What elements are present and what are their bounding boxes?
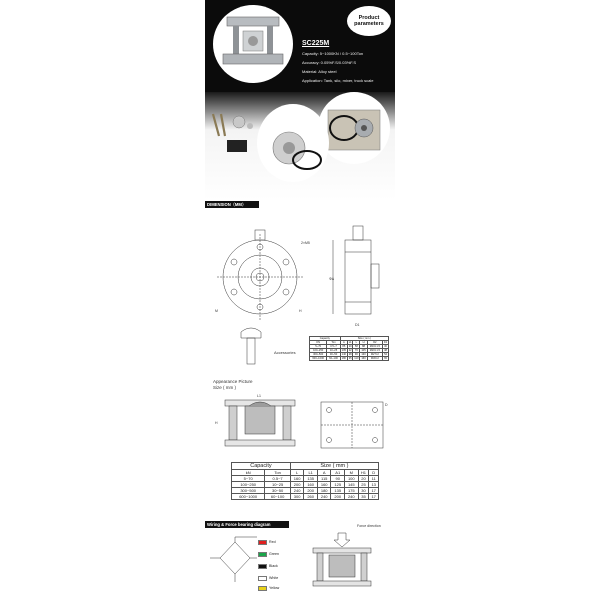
wire-label: Green <box>269 552 279 557</box>
table-cell: 100~250 <box>232 482 265 488</box>
wire-label: Yellow <box>269 586 280 591</box>
svg-text:D: D <box>385 403 388 407</box>
table-cell: 175 <box>345 488 359 494</box>
mount-assembly-icon <box>213 5 293 83</box>
table-cell: 54 <box>384 353 387 356</box>
spec-material: Material: Alloy steel <box>302 69 337 74</box>
table-cell: 260 <box>304 494 318 500</box>
table-cell: 160 <box>361 357 366 360</box>
table-cell: 10~25 <box>327 349 340 353</box>
table-cell: M16×1.5 <box>367 345 382 349</box>
table-cell: 28 <box>348 353 352 356</box>
table-cell: 11 <box>369 476 379 482</box>
table-cell: 300 <box>290 494 304 500</box>
force-direction-label: Force direction <box>357 524 381 528</box>
wire-label: Black <box>269 564 278 569</box>
wire-item <box>258 552 279 557</box>
appearance-title: Appearance Picture <box>213 379 253 384</box>
table-cell: 160 <box>317 482 331 488</box>
wire-color-swatch <box>258 552 267 557</box>
column-header: Ton <box>265 470 291 476</box>
load-cell-icon <box>257 104 329 182</box>
table-cell: 0.5~7 <box>327 345 340 349</box>
table-cell: 200 <box>304 488 318 494</box>
table-cell: 30 <box>384 345 387 348</box>
column-header: kN <box>232 470 265 476</box>
table-cell: 115 <box>317 476 331 482</box>
table-cell: 240 <box>317 494 331 500</box>
column-header: L1 <box>304 470 318 476</box>
table-cell: 85 <box>340 345 347 349</box>
table-header-capacity: Capacity <box>310 337 341 341</box>
svg-text:H: H <box>215 421 218 425</box>
accessories-label: Accessories <box>274 350 296 355</box>
appearance-spec-table <box>231 462 379 500</box>
table-cell: 5~70 <box>310 345 327 349</box>
wire-item <box>258 564 278 569</box>
wire-color-swatch <box>258 564 267 569</box>
table-cell: 65 <box>384 357 387 360</box>
table-cell: 19 <box>348 345 352 348</box>
table-cell: M20×1.5 <box>367 349 382 353</box>
column-header: KN <box>310 341 327 345</box>
wire-item <box>258 576 278 581</box>
wire-label: White <box>269 576 279 581</box>
wire-color-swatch <box>258 540 267 545</box>
wiring-diagram <box>205 532 395 598</box>
table-cell: 30 <box>358 488 369 494</box>
table-cell: 200 <box>290 482 304 488</box>
svg-text:ΦA: ΦA <box>329 277 335 281</box>
table-cell: 160 <box>304 482 318 488</box>
wire-item <box>258 540 276 545</box>
product-parameters-title: Product parameters <box>354 15 384 27</box>
table-cell: 10~25 <box>265 482 291 488</box>
column-header: L <box>353 341 360 345</box>
svg-text:D1: D1 <box>355 323 360 327</box>
table-row <box>310 357 389 361</box>
table-cell: 90 <box>331 476 345 482</box>
table-cell: 600~1000 <box>232 494 265 500</box>
column-header: A <box>340 341 347 345</box>
column-header: L1 <box>348 341 352 344</box>
wire-item <box>258 586 279 591</box>
product-detail-page <box>205 0 395 600</box>
table-cell: 100~250 <box>310 349 327 353</box>
table-cell: 22 <box>348 349 352 352</box>
table-cell: 240 <box>345 494 359 500</box>
table-cell: 35 <box>358 494 369 500</box>
table-row <box>232 494 379 500</box>
table-cell: 60~100 <box>327 357 340 361</box>
table-cell: 58 <box>353 345 360 349</box>
appearance-drawing <box>205 392 395 456</box>
table-cell: 135 <box>304 476 318 482</box>
column-header: D2 <box>367 341 382 345</box>
svg-text:2×M5: 2×M5 <box>301 241 310 245</box>
table-cell: 110 <box>354 357 359 360</box>
table-cell: 135 <box>331 488 345 494</box>
table-cell: 180 <box>341 357 346 360</box>
table-cell: 600~1000 <box>310 357 327 361</box>
table-cell: 300~500 <box>310 353 327 357</box>
table-cell: 125 <box>331 482 345 488</box>
table-cell: 140 <box>341 353 346 356</box>
column-header: A1 <box>331 470 345 476</box>
spec-accuracy: Accuracy: 0.05%F.S/0.03%F.S <box>302 60 357 65</box>
table-cell: 0.5~7 <box>265 476 291 482</box>
column-header: D <box>369 470 379 476</box>
table-cell: 25 <box>358 482 369 488</box>
column-header: H1 <box>358 470 369 476</box>
wire-color-swatch <box>258 576 267 581</box>
spec-capacity: Capacity: 5~1000KN / 0.5~100Ton <box>302 51 364 56</box>
table-cell: 13 <box>369 482 379 488</box>
column-header: Ton <box>327 341 340 345</box>
product-parameters-bubble <box>347 6 391 36</box>
table-cell: 30~50 <box>327 353 340 357</box>
load-cell-photo <box>257 104 329 182</box>
svg-text:H: H <box>299 309 302 313</box>
wire-color-swatch <box>258 586 267 591</box>
table-cell: 76 <box>353 349 360 353</box>
table-header-capacity: Capacity <box>232 463 291 470</box>
table-header-size: Size ( mm ) <box>340 337 388 341</box>
table-cell: 180 <box>317 488 331 494</box>
spec-application: Application: Tank, silo, mixer, truck scale <box>302 78 374 83</box>
mount-photo <box>213 5 293 83</box>
column-header: A <box>317 470 331 476</box>
table-cell: 88 <box>360 345 367 349</box>
appearance-subtitle: Size ( mm ) <box>213 385 236 390</box>
dimension-spec-table <box>309 336 389 361</box>
table-row <box>310 353 389 357</box>
column-header: D1 <box>383 341 388 344</box>
table-cell: 105 <box>361 349 366 352</box>
table-cell: 300~500 <box>232 488 265 494</box>
table-row <box>310 349 389 353</box>
table-header-size: Size ( mm ) <box>290 463 378 470</box>
table-cell: M27×2 <box>367 353 382 357</box>
table-cell: 90 <box>353 353 360 357</box>
table-cell: 35 <box>348 357 352 360</box>
table-cell: 145 <box>345 482 359 488</box>
table-cell: 60~100 <box>265 494 291 500</box>
table-cell: 240 <box>290 488 304 494</box>
table-cell: 38 <box>384 349 387 352</box>
table-cell: 5~70 <box>232 476 265 482</box>
hero-banner <box>205 0 395 200</box>
wiring-section-header: Wiring & Force bearing diagram <box>205 521 289 528</box>
table-cell: 100 <box>345 476 359 482</box>
wire-label: Red <box>269 540 276 545</box>
model-name: SC225M <box>302 40 330 47</box>
svg-text:M: M <box>215 309 218 313</box>
table-cell: 20 <box>358 476 369 482</box>
table-cell: 105 <box>341 349 346 352</box>
table-cell: 17 <box>369 494 379 500</box>
table-cell: 200 <box>331 494 345 500</box>
table-cell: 17 <box>369 488 379 494</box>
bolts-accessories-icon <box>209 112 257 156</box>
dimension-section-header: DIMENSION（MM） <box>205 201 259 208</box>
column-header: M <box>345 470 359 476</box>
column-header: H <box>360 341 367 345</box>
svg-text:L1: L1 <box>257 394 261 398</box>
table-cell: M30×2 <box>367 357 382 361</box>
table-cell: 30~50 <box>265 488 291 494</box>
table-cell: 160 <box>290 476 304 482</box>
table-cell: 130 <box>361 353 366 356</box>
column-header: L <box>290 470 304 476</box>
